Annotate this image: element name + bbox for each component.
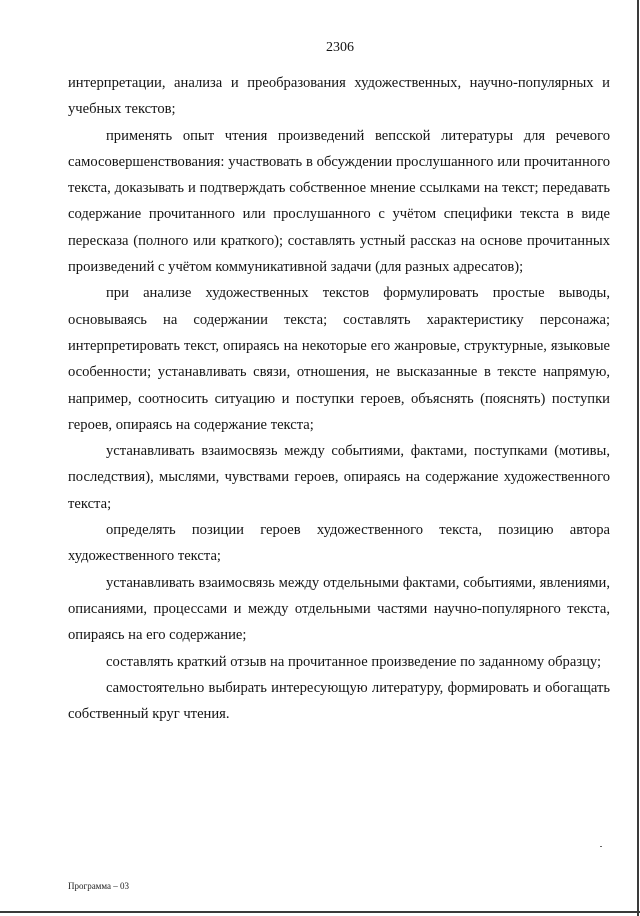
paragraph-5: определять позиции героев художественного текста, позицию автора художественного текста;	[68, 522, 610, 565]
paragraph-1: интерпретации, анализа и преобразования художественных, научно-популярных и учебных текстов;	[68, 75, 610, 118]
page-number: 2306	[326, 40, 354, 55]
body-text	[68, 70, 610, 727]
page-edge-right	[637, 0, 639, 916]
paragraph-8: самостоятельно выбирать интересующую литературу, формировать и обогащать собственный круг чтения.	[68, 679, 610, 723]
paragraph-6: устанавливать взаимосвязь между отдельными фактами, событиями, явлениями, описаниями, процессами и между отдельными частями научно-популярного текста, опираясь на его содержание;	[68, 574, 610, 644]
paragraph-3: при анализе художественных текстов формулировать простые выводы, основываясь на содержании текста; составлять характеристику персонажа; интерпретировать текст, опираясь на некоторые его жанровые, структурные, языковые особенности; устанавливать связи, отношения, не высказанные в тексте напрямую, например, соотносить ситуацию и поступки героев, объяснять (пояснять) поступки героев, опираясь на содержание текста;	[68, 285, 610, 433]
footer-label: Программа – 03	[68, 881, 130, 891]
scan-speck	[600, 846, 602, 847]
paragraph-7: составлять краткий отзыв на прочитанное произведение по заданному образцу;	[106, 653, 602, 670]
paragraph-4: устанавливать взаимосвязь между событиями, фактами, поступками (мотивы, последствия), мыслями, чувствами героев, опираясь на содержание художественного текста;	[68, 443, 610, 512]
page-edge-bottom	[0, 911, 640, 913]
paragraph-2: применять опыт чтения произведений вепсской литературы для речевого самосовершенствования: участвовать в обсуждении прослушанного или прочитанного текста, доказывать и подтверждать собственное мнение ссылками на текст; передавать содержание прочитанного или прослушанного с учётом специфики текста в виде пересказа (полного или краткого); составлять устный рассказ на основе прочитанных произведений с учётом коммуникативной задачи (для разных адресатов);	[68, 127, 610, 276]
